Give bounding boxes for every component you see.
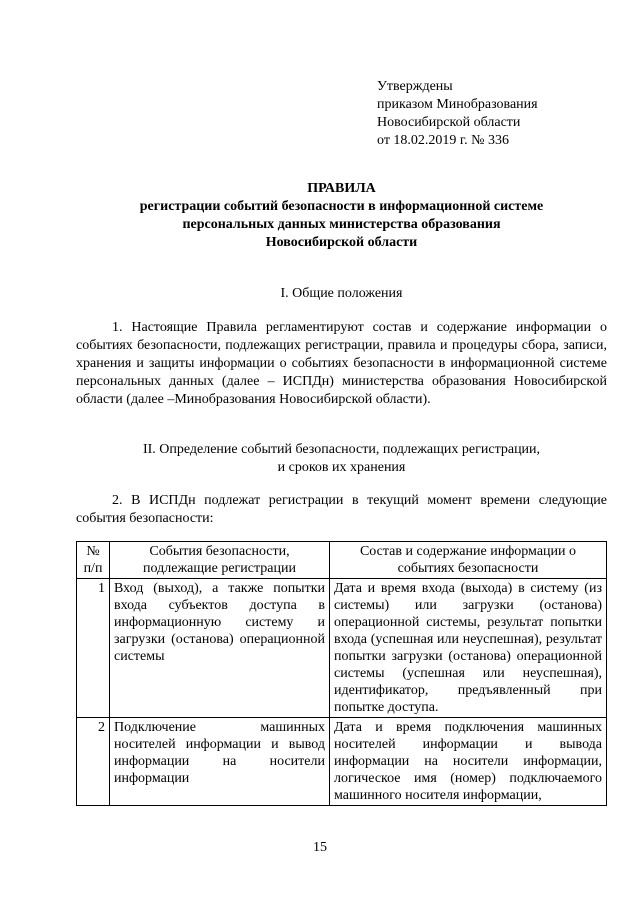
header-content-line-1: Состав и содержание информации о [359, 544, 577, 559]
approval-block [377, 78, 538, 150]
approval-line-4: от 18.02.2019 г. № 336 [377, 133, 509, 148]
approval-line-2: приказом Минобразования [377, 97, 538, 112]
section-heading-2-line-2: и сроков их хранения [277, 460, 406, 475]
row-num: 2 [77, 718, 110, 806]
row-content: Дата и время входа (выхода) в систему (из системы) или загрузки (останова) операционной системы, результат попытки входа (успешная или неуспешная), результат попытки загрузки (останова) операционной системы (успешная или неуспешная), идентификатор, предъявленный при попытке доступа. [330, 579, 607, 718]
approval-line-3: Новосибирской области [377, 115, 521, 130]
paragraph-1: 1. Настоящие Правила регламентируют состав и содержание информации о событиях безопасности, подлежащих регистрации, правила и процедуры сбора, записи, хранения и защиты информации о событиях безопасности в информационной системе персональных данных (далее – ИСПДн) министерства образования Новосибирской области (далее –Минобразования Новосибирской области). [76, 320, 607, 407]
title-line-1: ПРАВИЛА [307, 181, 376, 196]
header-event-line-1: События безопасности, [149, 544, 290, 559]
paragraph-2: 2. В ИСПДн подлежат регистрации в текущий момент времени следующие события безопасности: [76, 493, 607, 526]
row-event: Подключение машинных носителей информации и вывод информации на носители информации [110, 718, 330, 806]
row-event: Вход (выход), а также попытки входа субъектов доступа в информационную систему и загрузки (останова) операционной системы [110, 579, 330, 718]
approval-line-1: Утверждены [377, 79, 453, 94]
title-line-2: регистрации событий безопасности в информационной системе [139, 199, 544, 214]
table-header-row [77, 542, 607, 579]
row-num: 1 [77, 579, 110, 718]
header-event [110, 542, 330, 579]
header-num-line-2: п/п [83, 561, 103, 576]
page-number: 15 [313, 840, 327, 855]
title-line-3: персональных данных министерства образования [182, 217, 501, 232]
events-table [76, 541, 607, 806]
header-num-line-1: № [86, 544, 100, 559]
table-row [77, 718, 607, 806]
header-content [330, 542, 607, 579]
document-title [76, 180, 607, 252]
section-heading-2-line-1: II. Определение событий безопасности, подлежащих регистрации, [142, 442, 541, 457]
header-num [77, 542, 110, 579]
title-line-4: Новосибирской области [265, 235, 418, 250]
header-event-line-2: подлежащие регистрации [143, 561, 296, 576]
section-heading-2 [76, 441, 607, 477]
section-heading-1: I. Общие положения [280, 286, 403, 301]
row-content: Дата и время подключения машинных носителей информации и вывода информации на носители информации, логическое имя (номер) подключаемого машинного носителя информации, [330, 718, 607, 806]
table-row [77, 579, 607, 718]
header-content-line-2: событиях безопасности [397, 561, 539, 576]
